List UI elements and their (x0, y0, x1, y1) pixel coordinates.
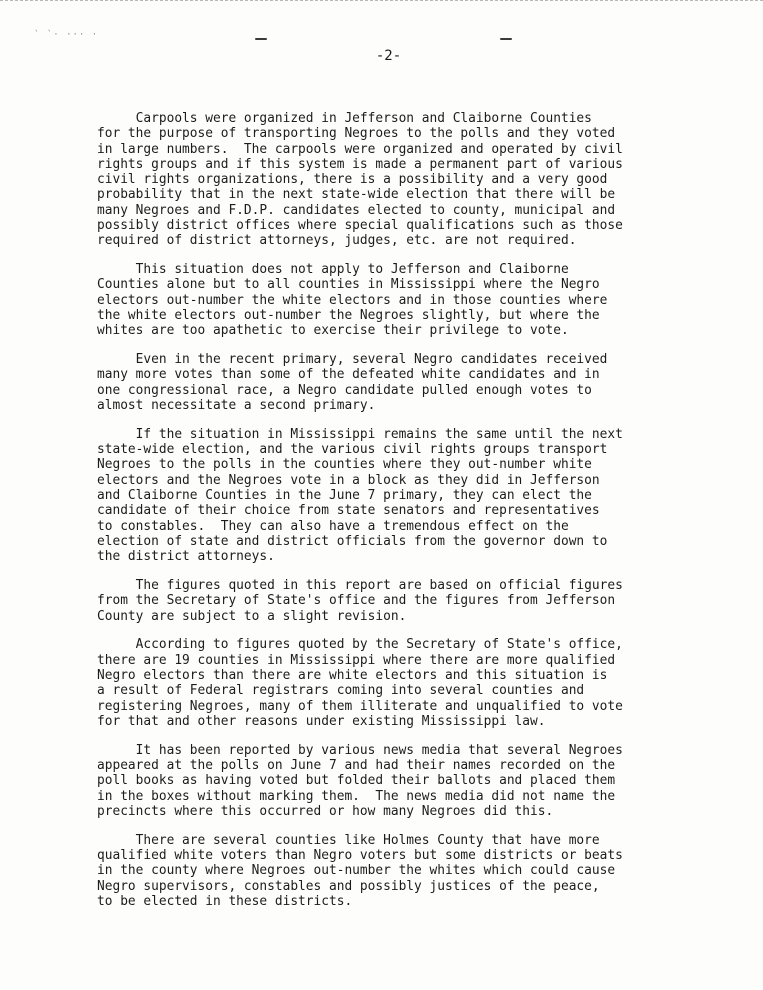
text-line: in large numbers. The carpools were organized and operated by civil (97, 141, 623, 157)
text-line: precincts where this occurred or how many Negroes did this. (97, 803, 554, 819)
text-line: County are subject to a slight revision. (97, 608, 407, 624)
scan-artifact-dash-right (500, 38, 512, 40)
text-line: candidate of their choice from state senators and representatives (97, 503, 600, 519)
paragraph (97, 637, 717, 729)
text-line: poll books as having voted but folded their ballots and placed them (97, 773, 616, 789)
text-line: It has been reported by various news media that several Negroes (97, 742, 623, 758)
text-line: there are 19 counties in Mississippi where there are more qualified (97, 652, 616, 668)
text-line: electors out-number the white electors and in those counties where (97, 292, 608, 308)
text-line: state-wide election, and the various civil rights groups transport (97, 442, 608, 458)
text-line: Negroes to the polls in the counties where they out-number white (97, 457, 592, 473)
text-line: to constables. They can also have a tremendous effect on the (97, 518, 569, 534)
paragraph (97, 352, 717, 413)
text-line: and Claiborne Counties in the June 7 primary, they can elect the (97, 488, 592, 504)
text-line: one congressional race, a Negro candidate pulled enough votes to (97, 382, 592, 398)
text-line: for the purpose of transporting Negroes to the polls and they voted (97, 126, 616, 142)
text-line: possibly district offices where special qualifications such as those (97, 218, 623, 234)
text-line: the district attorneys. (97, 549, 275, 565)
text-line: a result of Federal registrars coming into several counties and (97, 683, 585, 699)
text-line: Negro supervisors, constables and possibly justices of the peace, (97, 878, 600, 894)
text-line: appeared at the polls on June 7 and had their names recorded on the (97, 757, 616, 773)
text-line: required of district attorneys, judges, etc. are not required. (97, 233, 577, 249)
text-line: for that and other reasons under existing Mississippi law. (97, 713, 546, 729)
text-line: qualified white voters than Negro voters but some districts or beats (97, 847, 623, 863)
paragraph (97, 833, 717, 909)
text-line: probability that in the next state-wide election that there will be (97, 187, 616, 203)
text-line: According to figures quoted by the Secretary of State's office, (97, 637, 623, 653)
text-line: Negro electors than there are white electors and this situation is (97, 668, 608, 683)
text-line: There are several counties like Holmes County that have more (97, 832, 600, 848)
text-line: If the situation in Mississippi remains the same until the next (97, 426, 623, 442)
text-line: Counties alone but to all counties in Mississippi where the Negro (97, 277, 600, 293)
scan-artifact-mark: ` `· ··· · (34, 30, 99, 40)
text-line: This situation does not apply to Jefferson and Claiborne (97, 262, 569, 278)
paragraph (97, 262, 717, 338)
text-line: Even in the recent primary, several Negro candidates received (97, 352, 608, 368)
text-line: to be elected in these districts. (97, 893, 353, 909)
paragraph (97, 578, 717, 624)
text-line: The figures quoted in this report are based on official figures (97, 578, 623, 594)
text-line: the white electors out-number the Negroes slightly, but where the (97, 308, 600, 324)
text-line: many more votes than some of the defeated white candidates and in (97, 367, 600, 383)
text-line: almost necessitate a second primary. (97, 398, 376, 414)
text-line: whites are too apathetic to exercise their privilege to vote. (97, 323, 569, 339)
text-line: registering Negroes, many of them illiterate and unqualified to vote (97, 698, 623, 714)
text-line: election of state and district officials from the governor down to (97, 533, 608, 549)
text-line: many Negroes and F.D.P. candidates elected to county, municipal and (97, 202, 616, 218)
text-line: from the Secretary of State's office and the figures from Jefferson (97, 593, 616, 609)
text-line: civil rights organizations, there is a possibility and a very good (97, 172, 608, 188)
text-line: in the county where Negroes out-number the whites which could cause (97, 863, 616, 879)
text-line: electors and the Negroes vote in a block as they did in Jefferson (97, 472, 600, 488)
paragraph (97, 743, 717, 819)
page-number: -2- (375, 48, 402, 64)
text-line: rights groups and if this system is made a permanent part of various (97, 156, 623, 172)
paragraph (97, 111, 717, 249)
text-line: in the boxes without marking them. The news media did not name the (97, 788, 616, 804)
text-line: Carpools were organized in Jefferson and Claiborne Counties (97, 111, 592, 126)
document-body (97, 111, 717, 923)
paragraph (97, 427, 717, 565)
page-top-edge (0, 0, 763, 4)
scan-artifact-dash-left (255, 38, 267, 40)
